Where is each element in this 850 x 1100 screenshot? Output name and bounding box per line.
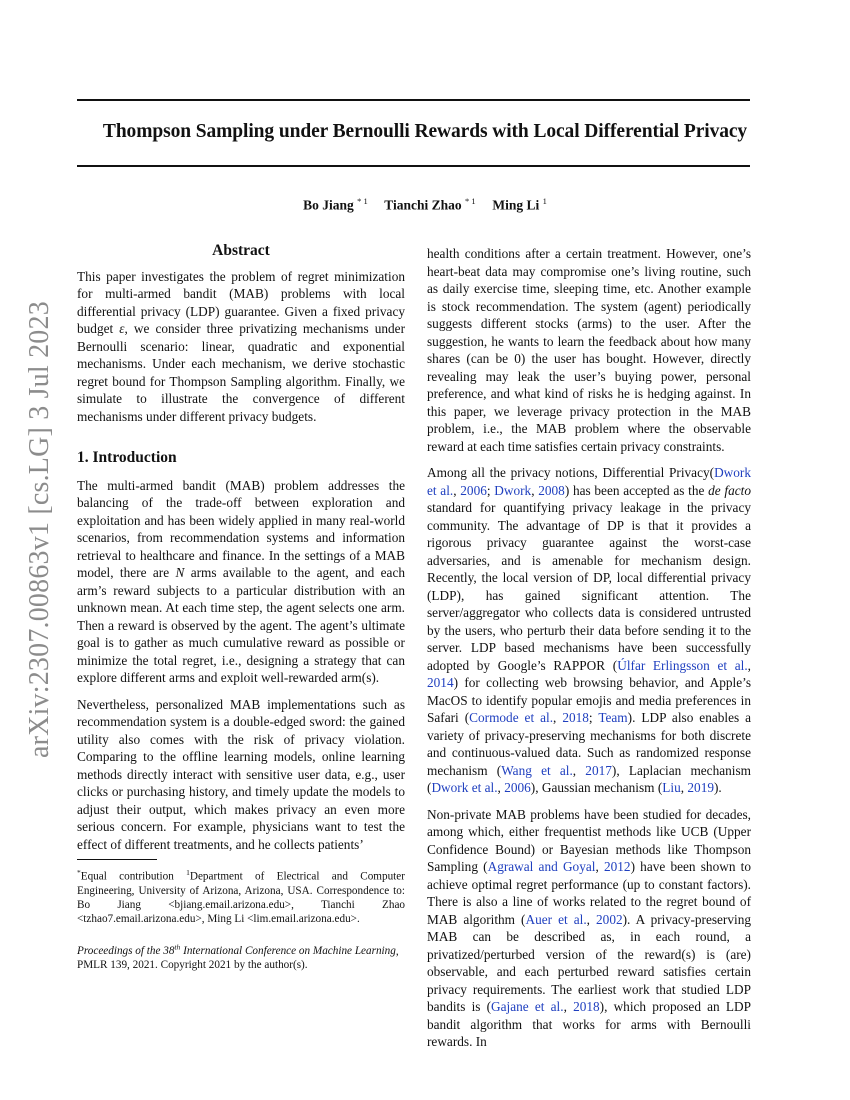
intro-paragraph: The multi-armed bandit (MAB) problem addresses the balancing of the trade-off between exploration and exploitation and has been widely applied in many real-world scenarios, from recommendation systems and information retrieval to healthcare and finance. In the settings of a MAB model, there are N arms available to the agent, and each arm’s reward subjects to a particular distribution with an unknown mean. At each time step, the agent selects one arm. Then a reward is observed by the agent. The agent’s ultimate goal is to gather as much cumulative reward as possible or minimize the total regret, i.e., designing a strategy that can explore different arms and exploit well-rewarded arm(s). bbox=[77, 477, 405, 685]
arxiv-identifier: arXiv:2307.00863v1 [cs.LG] 3 Jul 2023 bbox=[24, 301, 55, 758]
section-heading: 1. Introduction bbox=[77, 449, 177, 466]
citation-link[interactable]: 2006 bbox=[460, 482, 487, 498]
citation-link[interactable]: 2014 bbox=[427, 675, 454, 690]
citation-link[interactable]: 2008 bbox=[538, 482, 565, 498]
citation-link[interactable]: 2019 bbox=[687, 780, 714, 795]
title-rule-bottom bbox=[77, 165, 750, 167]
citation-link[interactable]: Dwork et al. bbox=[427, 465, 751, 498]
footnote: *Equal contribution $^1$Department of Electrical and Computer Engineering, University of Arizona, Arizona, USA. Correspondence to: Bo Jiang <bjiang.email.arizona.edu>, Tianchi Zhao <tzhao7.email.arizona.edu>, Ming Li <lim.email.arizona.edu>. bbox=[77, 868, 405, 926]
author-name: Bo Jiang bbox=[303, 197, 354, 213]
proceedings-note: Proceedings of the 38th International Conference on Machine Learning, PMLR 139, 2021. Copyright 2021 by the author(s). bbox=[77, 942, 399, 972]
body-paragraph: Non-private MAB problems have been studied for decades, among which, either frequentist methods like UCB (Upper Confidence Bound) or Bayesian methods like Thompson Sampling (Agrawal and Goyal, 2012) have been shown to achieve optimal regret performance (up to constant factors). There is also a line of works related to the regret bound of MAB algorithm (Auer et al., 2002). A privacy-preserving MAB can be described as, in each round, a privatized/perturbed version of the reward(s) is (are) observable, and each perturbed reward satisfies certain privacy requirements. The earliest work that studied LDP bandits is (Gajane et al., 2018), which proposed an LDP bandit algorithm that works for arms with Bernoulli rewards. In bbox=[427, 806, 751, 1049]
body-paragraph: health conditions after a certain treatment. However, one’s heart-beat data may compromise one’s living routine, such as daily exercise time, sleeping time, etc. Another example is stock recommendation. The system (agent) periodically suggests different stocks (arms) to the user. After the suggestion, he wants to learn the feedback about how many shares (can be 0) the user has bought. However, directly revealing may leak the user’s buying power, personal preference, and what kind of risks he is hedging against. In this paper, we leverage privacy protection in the MAB problem, i.e., the MAB problem where the observable reward at each time satisfies certain privacy constraints. bbox=[427, 246, 751, 454]
author-name: Tianchi Zhao bbox=[384, 197, 462, 213]
paper-title: Thompson Sampling under Bernoulli Rewards with Local Differential Privacy bbox=[102, 121, 748, 142]
epsilon-symbol: ε bbox=[119, 321, 125, 336]
citation-link[interactable]: 2018 bbox=[573, 999, 600, 1014]
footnote-rule bbox=[77, 859, 157, 860]
citation-link[interactable]: 2006 bbox=[504, 780, 531, 795]
author-list bbox=[0, 196, 850, 214]
citation-link[interactable]: Wang et al. bbox=[501, 762, 573, 778]
citation-link[interactable]: Team bbox=[598, 710, 628, 725]
abstract-text: This paper investigates the problem of regret minimization for multi-armed bandit (MAB) problems with local differential privacy (LDP) guarantee. Given a fixed privacy budget ε, we consider three privatizing mechanisms under Bernoulli scenario: linear, quadratic and exponential mechanisms. Under each mechanism, we derive stochastic regret bound for Thompson Sampling algorithm. Finally, we simulate to illustrate the convergence of different mechanisms under different privacy budgets. bbox=[77, 268, 405, 424]
right-column bbox=[427, 245, 751, 1051]
citation-link[interactable]: Gajane et al. bbox=[491, 999, 564, 1014]
citation-link[interactable]: Liu bbox=[662, 780, 681, 795]
citation-link[interactable]: Cormode et al. bbox=[469, 710, 554, 725]
citation-link[interactable]: 2017 bbox=[585, 762, 612, 778]
citation-link[interactable]: 2002 bbox=[596, 911, 623, 927]
author-mark: 1 bbox=[542, 196, 547, 206]
citation-link[interactable]: Agrawal and Goyal bbox=[487, 859, 596, 874]
citation-link[interactable]: Dwork bbox=[494, 482, 532, 498]
abstract-heading: Abstract bbox=[212, 242, 270, 259]
left-column bbox=[77, 242, 405, 973]
citation-link[interactable]: Dwork et al. bbox=[431, 780, 498, 795]
citation-link[interactable]: Auer et al. bbox=[525, 911, 587, 927]
citation-link[interactable]: Úlfar Erlingsson et al. bbox=[617, 657, 748, 673]
citation-link[interactable]: 2018 bbox=[562, 710, 589, 725]
body-paragraph: Among all the privacy notions, Differential Privacy(Dwork et al., 2006; Dwork, 2008) has been accepted as the de facto standard for quantifying privacy leakage in the privacy community. The advantage of DP is that it provides a rigorous privacy guarantee against the worst-case adversaries, and is amenable for mechanism design. Recently, the local version of DP, local differential privacy (LDP), has gained significant attention. The server/aggregator who collects data is considered untrusted by the users, who perturb their data before sending it to the server. LDP based mechanisms have been successfully adopted by Google’s RAPPOR (Úlfar Erlingsson et al., 2014) for collecting web browsing behavior, and Apple’s MacOS to identify popular emojis and media preferences in Safari (Cormode et al., 2018; Team). LDP also enables a variety of privacy-preserving mechanisms for both discrete and continuous-valued data. Such as randomized response mechanism (Wang et al., 2017), Laplacian mechanism (Dwork et al., 2006), Gaussian mechanism (Liu, 2019). bbox=[427, 465, 752, 795]
author-mark: * 1 bbox=[357, 196, 368, 206]
title-rule-top bbox=[77, 99, 750, 101]
citation-link[interactable]: 2012 bbox=[603, 859, 631, 874]
author-mark: * 1 bbox=[465, 196, 476, 206]
author-name: Ming Li bbox=[492, 197, 540, 213]
intro-paragraph: Nevertheless, personalized MAB implementations such as recommendation system is a double-edged sword: the gained utility also comes with the risk of privacy violation. Comparing to the offline learning models, online learning methods directly interact with sensitive user data, e.g., user clicks or purchasing history, and timely update the models to adjust their output, which makes privacy an even more serious concern. For example, physicians want to test the effect of different treatments, and he collects patients’ bbox=[77, 696, 405, 852]
